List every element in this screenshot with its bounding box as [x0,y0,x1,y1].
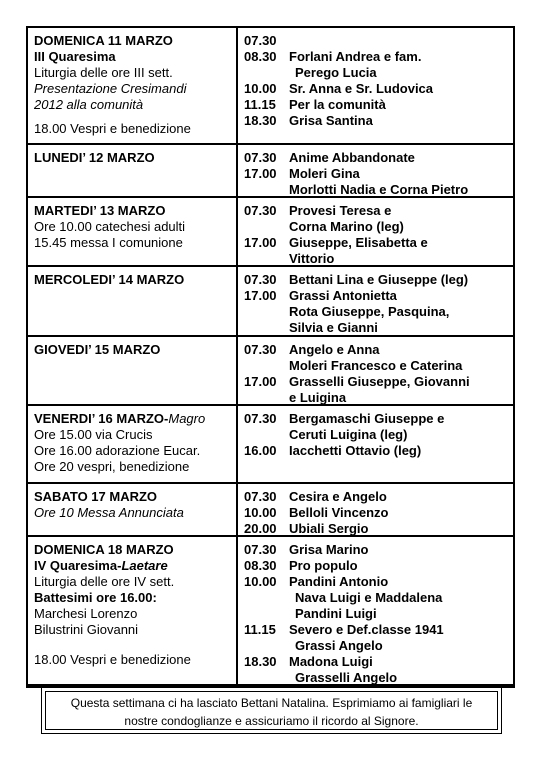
day-row [26,26,515,145]
day-info-cell [28,484,238,535]
mass-line [244,235,509,251]
day-detail [34,652,232,668]
announcement-line: Questa settimana ci ha lasciato Bettani Natalina. Esprimiamo ai famigliari le [70,696,473,710]
mass-time: 18.30 [244,654,277,669]
mass-line [244,427,509,443]
day-detail [34,121,232,137]
day-info-cell [28,28,238,143]
day-text: MERCOLEDI’ 14 MARZO [34,272,185,287]
day-heading [34,150,232,166]
day-detail [34,459,232,475]
mass-intention: Silvia e Gianni [289,320,378,335]
day-info-cell [28,406,238,482]
mass-line [244,590,509,606]
day-text: Ore 10 Messa Annunciata [34,505,184,520]
day-detail [34,622,232,638]
mass-intentions-cell [238,537,513,684]
day-text: GIOVEDI’ 15 MARZO [34,342,161,357]
mass-line [244,654,509,670]
mass-intention: Provesi Teresa e [289,203,392,218]
mass-intentions-cell [238,267,513,335]
day-heading [34,272,232,288]
mass-time: 10.00 [244,505,277,520]
day-detail [34,606,232,622]
mass-intentions-cell [238,406,513,482]
mass-time: 08.30 [244,558,277,573]
mass-intention: Pandini Antonio [289,574,389,589]
mass-time: 11.15 [244,622,276,637]
day-text: 15.45 messa I comunione [34,235,183,250]
mass-line [244,65,509,81]
mass-intention: Perego Lucia [295,65,377,80]
day-heading [34,342,232,358]
mass-line [244,97,509,113]
day-text: MARTEDI’ 13 MARZO [34,203,166,218]
day-text: Bilustrini Giovanni [34,622,139,637]
mass-intention: Cesira e Angelo [289,489,387,504]
day-text: DOMENICA 18 MARZO [34,542,174,557]
mass-intention: Grisa Santina [289,113,373,128]
mass-line [244,251,509,267]
mass-line [244,288,509,304]
day-detail [34,590,232,606]
mass-line [244,390,509,406]
mass-time: 17.00 [244,235,277,250]
mass-line [244,521,509,537]
mass-intention: Pandini Luigi [295,606,377,621]
mass-intention: Severo e Def.classe 1941 [289,622,444,637]
day-text: Liturgia delle ore IV sett. [34,574,175,589]
mass-time: 07.30 [244,272,277,287]
mass-line [244,342,509,358]
day-info-cell [28,267,238,335]
day-text: Ore 15.00 via Crucis [34,427,153,442]
mass-intention: Per la comunità [289,97,386,112]
mass-intention: Nava Luigi e Maddalena [295,590,443,605]
day-row [26,484,515,537]
day-text: LUNEDI’ 12 MARZO [34,150,155,165]
mass-intention: Madona Luigi [289,654,373,669]
mass-intention: Grasselli Angelo [295,670,398,685]
day-heading [34,411,232,427]
mass-intention: Ceruti Luigina (leg) [289,427,408,442]
mass-intention: Giuseppe, Elisabetta e [289,235,428,250]
mass-intention: Corna Marino (leg) [289,219,404,234]
day-text: Marchesi Lorenzo [34,606,138,621]
day-info-cell [28,145,238,196]
day-detail [34,427,232,443]
announcement-box [41,687,502,734]
mass-line [244,304,509,320]
day-detail [34,443,232,459]
mass-intention: Pro populo [289,558,358,573]
day-row [26,406,515,484]
day-detail [34,574,232,590]
mass-intention: Bergamaschi Giuseppe e [289,411,445,426]
day-text: DOMENICA 11 MARZO [34,33,173,48]
mass-intention: Morlotti Nadia e Corna Pietro [289,182,469,197]
mass-time: 18.30 [244,113,277,128]
mass-time: 17.00 [244,374,277,389]
mass-intention: Forlani Andrea e fam. [289,49,422,64]
mass-intention: Rota Giuseppe, Pasquina, [289,304,450,319]
day-text: Presentazione Cresimandi [34,81,187,96]
mass-intention: Grasselli Giuseppe, Giovanni [289,374,470,389]
day-detail [34,97,232,113]
mass-intention: Iacchetti Ottavio (leg) [289,443,422,458]
day-detail [34,81,232,97]
day-text: Liturgia delle ore III sett. [34,65,173,80]
day-text: 18.00 Vespri e benedizione [34,652,191,667]
mass-intention: Angelo e Anna [289,342,380,357]
day-text: Battesimi ore 16.00: [34,590,157,605]
mass-line [244,358,509,374]
mass-intention: Anime Abbandonate [289,150,415,165]
mass-line [244,49,509,65]
mass-intention: Vittorio [289,251,335,266]
mass-time: 17.00 [244,166,277,181]
mass-line [244,443,509,459]
day-text: Ore 20 vespri, benedizione [34,459,190,474]
day-info-cell [28,537,238,684]
mass-intentions-cell [238,145,513,196]
mass-time: 07.30 [244,542,277,557]
mass-line [244,166,509,182]
schedule-table [26,26,515,688]
mass-time: 10.00 [244,81,277,96]
mass-line [244,606,509,622]
day-text: Ore 16.00 adorazione Eucar. [34,443,201,458]
day-heading [34,33,232,49]
mass-time: 07.30 [244,411,277,426]
mass-intentions-cell [238,337,513,404]
announcement-line: nostre condoglianze e assicuriamo il ricordo al Signore. [124,714,419,728]
mass-time: 07.30 [244,342,277,357]
mass-line [244,81,509,97]
mass-time: 08.30 [244,49,277,64]
mass-line [244,33,509,49]
mass-line [244,320,509,336]
mass-intentions-cell [238,484,513,535]
day-row [26,198,515,267]
mass-line [244,203,509,219]
mass-time: 20.00 [244,521,277,536]
mass-time: 07.30 [244,33,277,48]
day-detail [34,49,232,65]
day-info-cell [28,337,238,404]
mass-intention: Grassi Antonietta [289,288,397,303]
mass-intention: Sr. Anna e Sr. Ludovica [289,81,434,96]
day-detail [34,505,232,521]
announcement-frame [45,691,498,730]
mass-intentions-cell [238,198,513,265]
mass-line [244,542,509,558]
day-detail [34,219,232,235]
day-suffix: Laetare [121,558,168,573]
mass-intentions-cell [238,28,513,143]
day-text: III Quaresima [34,49,116,64]
mass-intention: Grisa Marino [289,542,369,557]
mass-line [244,622,509,638]
day-text: Ore 10.00 catechesi adulti [34,219,186,234]
mass-time: 07.30 [244,150,277,165]
mass-line [244,638,509,654]
day-row [26,267,515,337]
day-detail [34,558,232,574]
mass-intention: Grassi Angelo [295,638,383,653]
mass-line [244,670,509,686]
mass-time: 17.00 [244,288,277,303]
day-heading [34,542,232,558]
day-row [26,337,515,406]
mass-line [244,182,509,198]
mass-intention: Moleri Francesco e Caterina [289,358,463,373]
mass-time: 07.30 [244,203,277,218]
day-info-cell [28,198,238,265]
mass-time: 11.15 [244,97,276,112]
day-text: SABATO 17 MARZO [34,489,158,504]
mass-intention: Moleri Gina [289,166,360,181]
day-heading [34,203,232,219]
day-detail [34,65,232,81]
mass-line [244,113,509,129]
mass-line [244,219,509,235]
mass-intention: Bettani Lina e Giuseppe (leg) [289,272,469,287]
mass-time: 16.00 [244,443,277,458]
day-detail [34,235,232,251]
day-text: IV Quaresima- [34,558,122,573]
mass-time: 10.00 [244,574,277,589]
day-text: 2012 alla comunità [34,97,144,112]
day-suffix: Magro [168,411,206,426]
day-text: VENERDI’ 16 MARZO- [34,411,169,426]
mass-intention: Belloli Vincenzo [289,505,389,520]
day-heading [34,489,232,505]
mass-time: 07.30 [244,489,277,504]
mass-line [244,374,509,390]
mass-line [244,558,509,574]
mass-line [244,150,509,166]
day-text: 18.00 Vespri e benedizione [34,121,191,136]
mass-line [244,489,509,505]
mass-intention: Ubiali Sergio [289,521,369,536]
mass-line [244,272,509,288]
mass-line [244,411,509,427]
mass-line [244,574,509,590]
day-row [26,145,515,198]
day-row [26,537,515,688]
mass-intention: e Luigina [289,390,347,405]
mass-line [244,505,509,521]
